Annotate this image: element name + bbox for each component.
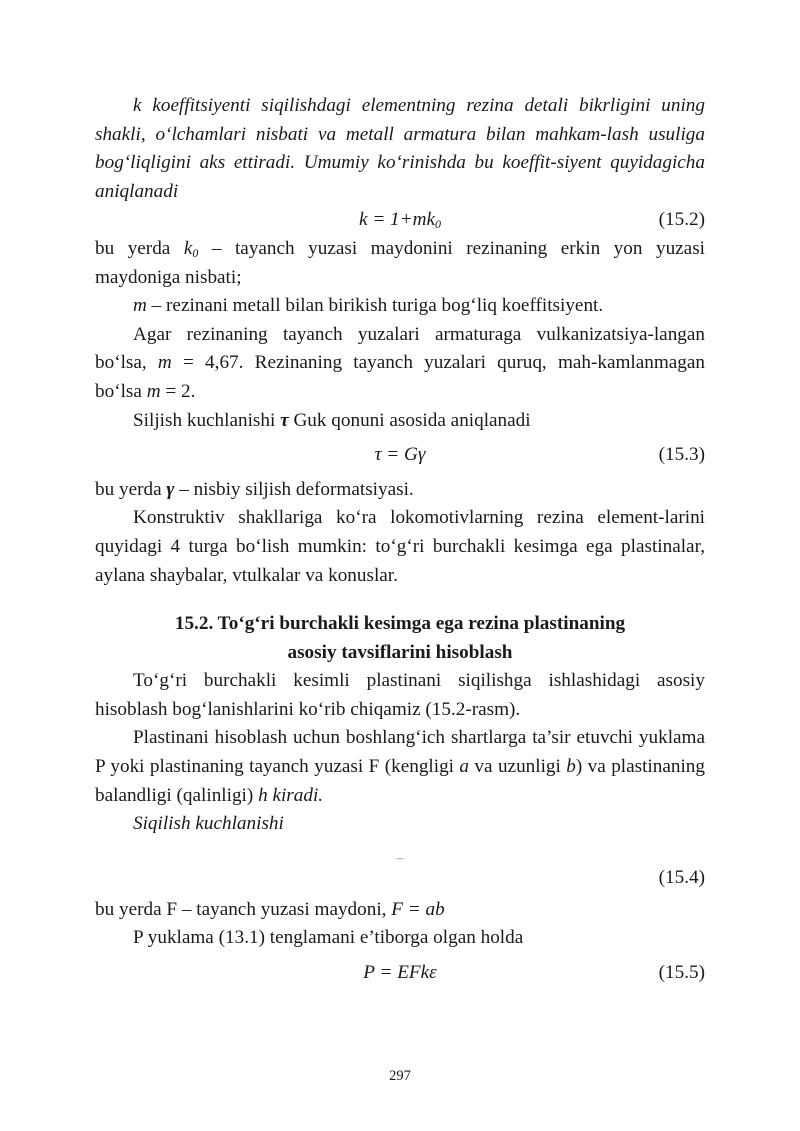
spacer bbox=[95, 590, 705, 610]
paragraph-gamma-definition: bu yerda γ – nisbiy siljish deformatsiyasi. bbox=[95, 478, 414, 500]
paragraph-m-definition: m – rezinani metall bilan birikish turiga bog‘liq koeffitsiyent. bbox=[133, 295, 604, 317]
equation-15-4 bbox=[95, 839, 705, 896]
equation-15-3 bbox=[95, 441, 705, 470]
paragraph-P-load: P yuklama (13.1) tenglamani e’tiborga olgan holda bbox=[133, 927, 524, 949]
section-heading-line-2: asosiy tavsiflarini hisoblash bbox=[287, 641, 513, 663]
page-number: 297 bbox=[389, 1068, 411, 1084]
equation-15-5 bbox=[95, 959, 705, 988]
equation-number: (15.3) bbox=[658, 444, 705, 466]
paragraph-plate-compression: To‘g‘ri burchakli kesimli plastinani siqilishga ishlashidagi asosiy hisoblash bog‘lanishlarini ko‘rib chiqamiz (15.2-rasm). bbox=[95, 670, 705, 720]
equation-number: (15.5) bbox=[658, 962, 705, 984]
paragraph-m-values: Agar rezinaning tayanch yuzalari armaturaga vulkanizatsiya-langan bo‘lsa, m = 4,67. Rezinaning tayanch yuzalari quruq, mah-kamlanmagan bo‘lsa m = 2. bbox=[95, 323, 705, 402]
equation-number: (15.4) bbox=[658, 866, 705, 888]
paragraph-shear-stress: Siljish kuchlanishi τ Guk qonuni asosida aniqlanadi bbox=[133, 409, 531, 431]
paragraph-k0-definition: bu yerda $k_0$ – tayanch yuzasi maydonini rezinaning erkin yon yuzasi maydoniga nisbati; bbox=[95, 237, 705, 288]
paragraph-initial-conditions: Plastinani hisoblash uchun boshlang‘ich shartlarga ta’sir etuvchi yuklama P yoki plastinaning tayanch yuzasi F (kengligi a va uzunligi b) va plastinaning balandligi (qalinligi) h kiradi. bbox=[95, 727, 705, 806]
paragraph-F-definition: bu yerda F – tayanch yuzasi maydoni, F = ab bbox=[95, 898, 445, 920]
equation-formula: τ = Gγ bbox=[374, 444, 426, 466]
equation-formula: $k = 1+mk_0$ bbox=[359, 209, 441, 232]
equation-fraction-bar: – bbox=[396, 850, 404, 866]
equation-number: (15.2) bbox=[658, 209, 705, 231]
equation-15-2 bbox=[95, 206, 705, 235]
paragraph-constructive-forms: Konstruktiv shakllariga ko‘ra lokomotivlarning rezina element-larini quyidagi 4 turga bo‘lish mumkin: to‘g‘ri burchakli kesimga ega plastinalar, aylana shaybalar, vtulkalar va konuslar. bbox=[95, 507, 705, 586]
equation-formula: P = EFkε bbox=[363, 962, 437, 984]
paragraph-k-coefficient: k koeffitsiyenti siqilishdagi elementning rezina detali bikrligini uning shakli, o‘lchamlari nisbati va metall armatura bilan mahkam-lash usuliga bog‘liqligini aks ettiradi. Umumiy ko‘rinishda bu koeffit-siyent quyidagicha aniqlanadi bbox=[95, 95, 705, 202]
paragraph-compression-stress: Siqilish kuchlanishi bbox=[133, 813, 284, 835]
page-body bbox=[95, 92, 705, 988]
section-heading-line-1: 15.2. To‘g‘ri burchakli kesimga ega rezina plastinaning bbox=[174, 613, 626, 635]
